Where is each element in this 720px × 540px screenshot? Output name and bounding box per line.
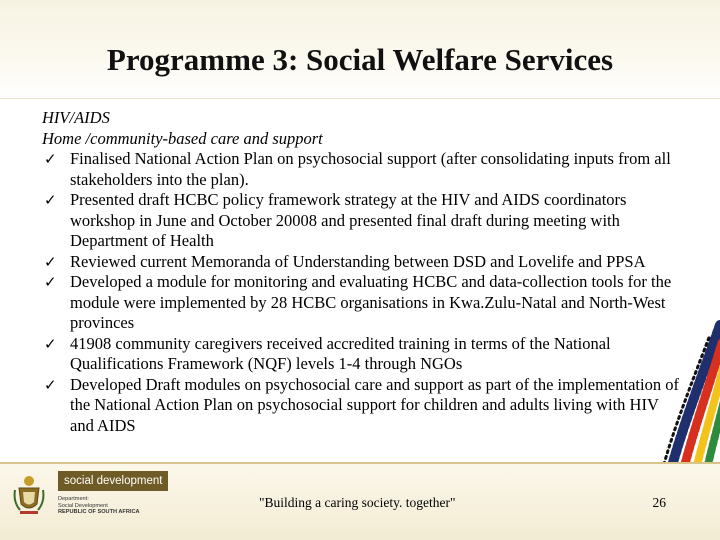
footer-slogan: "Building a caring society. together" — [259, 495, 456, 510]
bullet-text: Developed a module for monitoring and evaluating HCBC and data-collection tools for the module were implemented by 28 HCBC organisations in Kwa.Zulu-Natal and North-West provinces — [70, 272, 672, 332]
check-icon: ✓ — [44, 191, 57, 209]
check-icon: ✓ — [44, 334, 57, 353]
bullet-item — [42, 252, 682, 273]
bullet-item — [42, 190, 682, 252]
section-heading: HIV/AIDS — [42, 108, 110, 127]
slide-title: Programme 3: Social Welfare Services — [106, 42, 614, 77]
section-subheading: Home /community-based care and support — [42, 128, 323, 148]
country-name: REPUBLIC OF SOUTH AFRICA — [58, 509, 140, 515]
check-icon: ✓ — [44, 150, 57, 168]
check-icon: ✓ — [44, 375, 57, 394]
bullet-item — [42, 375, 682, 437]
footer-divider — [0, 462, 720, 464]
check-icon: ✓ — [44, 252, 57, 271]
check-icon: ✓ — [44, 273, 57, 291]
department-label — [58, 496, 188, 516]
header-divider — [0, 98, 720, 99]
slide-body — [42, 108, 682, 436]
department-line: Department: — [58, 496, 89, 502]
bullet-list — [42, 149, 682, 436]
bullet-text: Presented draft HCBC policy framework strategy at the HIV and AIDS coordinators workshop in June and October 20008 and presented final draft during meeting with Department of Health — [70, 190, 627, 250]
bullet-text: Finalised National Action Plan on psychosocial support (after consolidating inputs from all stakeholders into the plan). — [70, 149, 671, 189]
bullet-text: Reviewed current Memoranda of Understanding between DSD and Lovelife and PPSA — [70, 251, 646, 271]
department-name: Social Development — [58, 502, 108, 509]
bullet-item — [42, 149, 682, 190]
logo-text: social development — [64, 475, 163, 487]
page-number: 26 — [652, 495, 666, 510]
bullet-text: Developed Draft modules on psychosocial care and support as part of the implementation of the National Action Plan on psychosocial support for children and adults living with HIV and AIDS — [70, 374, 679, 435]
coat-of-arms-icon — [12, 474, 46, 516]
bullet-text: 41908 community caregivers received accredited training in terms of the National Qualifications Framework (NQF) levels 1-4 through NGOs — [70, 333, 611, 373]
bullet-item — [42, 334, 682, 375]
bullet-item — [42, 272, 682, 334]
